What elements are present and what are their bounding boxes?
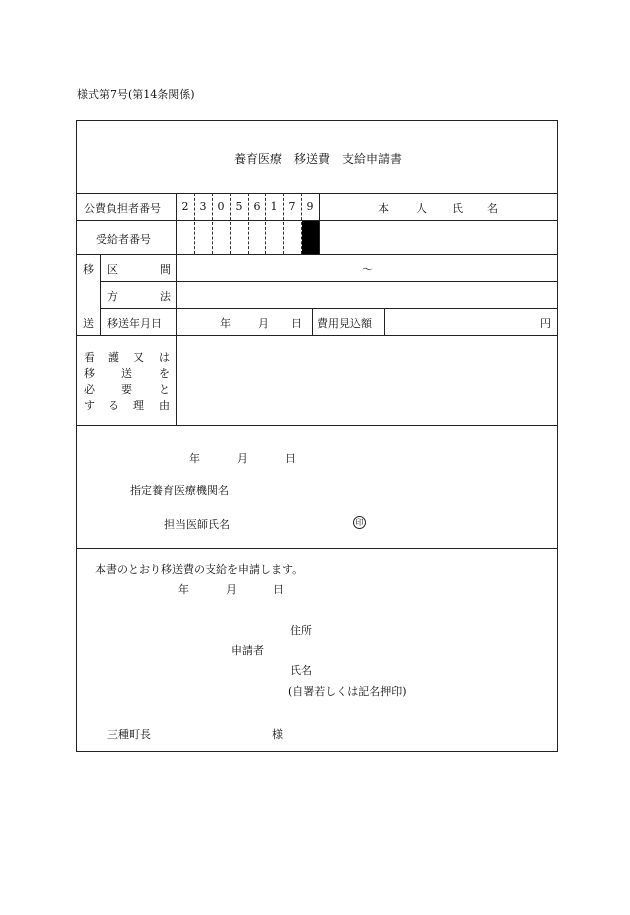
address-label: 住所 <box>290 624 312 637</box>
rule-6 <box>76 335 558 336</box>
reason-char: 移 <box>84 367 95 380</box>
rule-1 <box>76 193 558 194</box>
form-label: 様式第7号(第14条関係) <box>77 88 195 101</box>
name-label-char: 名 <box>487 202 498 215</box>
digit-sep <box>283 193 284 254</box>
honorific: 様 <box>272 728 283 741</box>
public-payer-label: 公費負担者番号 <box>84 202 161 215</box>
method-label-char: 法 <box>160 290 171 303</box>
payer-digit: 9 <box>306 200 314 213</box>
digit-sep <box>194 193 195 254</box>
doctor-date-year: 年 <box>189 452 200 465</box>
frame-bottom <box>76 751 558 752</box>
payer-digit: 5 <box>235 200 243 213</box>
digit-sep <box>265 193 266 254</box>
section-label-char: 区 <box>107 263 118 276</box>
reason-char: 理 <box>133 399 144 412</box>
application-date-year: 年 <box>178 583 189 596</box>
reason-char: る <box>108 399 119 412</box>
cost-label: 費用見込額 <box>317 317 372 330</box>
date-unit-year: 年 <box>220 317 231 330</box>
digit-sep <box>248 193 249 254</box>
rule-5 <box>100 308 558 309</box>
name-label-char: 本 <box>378 202 389 215</box>
digit-sep <box>230 193 231 254</box>
reason-char: と <box>159 383 170 396</box>
frame-top <box>76 120 558 121</box>
reason-char: は <box>159 351 170 364</box>
payer-digit: 1 <box>270 200 278 213</box>
form-title: 養育医療 移送費 支給申請書 <box>234 152 403 166</box>
application-date-day: 日 <box>273 583 284 596</box>
payer-digit: 0 <box>217 200 225 213</box>
frame-left <box>76 120 77 752</box>
rule-3 <box>76 254 558 255</box>
doctor-name-label: 担当医師氏名 <box>164 518 230 531</box>
reason-char: 護 <box>108 351 119 364</box>
applicant-name-label: 氏名 <box>290 664 312 677</box>
reason-char: 又 <box>133 351 144 364</box>
recipient-label: 受給者番号 <box>96 233 151 246</box>
section-value: ～ <box>362 263 373 276</box>
reason-char: 由 <box>159 399 170 412</box>
transfer-vertical-char: 移 <box>83 263 94 276</box>
application-statement: 本書のとおり移送費の支給を申請します。 <box>95 563 304 576</box>
yen-unit: 円 <box>540 317 551 330</box>
payer-digit: 3 <box>199 200 207 213</box>
rule-4 <box>100 281 558 282</box>
payer-digit: 7 <box>288 200 296 213</box>
rule-8 <box>76 548 558 549</box>
method-label-char: 方 <box>107 290 118 303</box>
name-label-char: 氏 <box>452 202 463 215</box>
digit-sep <box>212 193 213 254</box>
signature-note: (自署若しくは記名押印) <box>288 685 407 698</box>
reason-char: 看 <box>84 351 95 364</box>
application-date-month: 月 <box>226 583 237 596</box>
transfer-date-label: 移送年月日 <box>107 317 162 330</box>
institution-label: 指定養育医療機関名 <box>130 484 229 497</box>
reason-char: 送 <box>121 367 132 380</box>
doctor-date-month: 月 <box>237 452 248 465</box>
name-label-char: 人 <box>416 202 427 215</box>
reason-char: す <box>84 399 95 412</box>
reason-char: 必 <box>84 383 95 396</box>
date-unit-day: 日 <box>291 317 302 330</box>
transfer-vertical-char: 送 <box>83 317 94 330</box>
masked-cell <box>302 221 319 254</box>
payer-digit: 2 <box>181 200 189 213</box>
addressee: 三種町長 <box>107 728 151 741</box>
reason-char: を <box>159 367 170 380</box>
col-digits-end <box>319 193 320 254</box>
col-label-divider <box>176 193 177 425</box>
col-cost-label-right <box>384 308 385 335</box>
reason-char: 要 <box>121 383 132 396</box>
applicant-label: 申請者 <box>231 644 264 657</box>
rule-7 <box>76 425 558 426</box>
section-label-char: 間 <box>160 263 171 276</box>
doctor-date-day: 日 <box>285 452 296 465</box>
col-transfer-divider <box>100 254 101 335</box>
col-cost-label-left <box>312 308 313 335</box>
payer-digit: 6 <box>253 200 261 213</box>
date-unit-month: 月 <box>258 317 269 330</box>
seal-icon: 印 <box>353 516 366 529</box>
frame-right <box>557 120 558 752</box>
